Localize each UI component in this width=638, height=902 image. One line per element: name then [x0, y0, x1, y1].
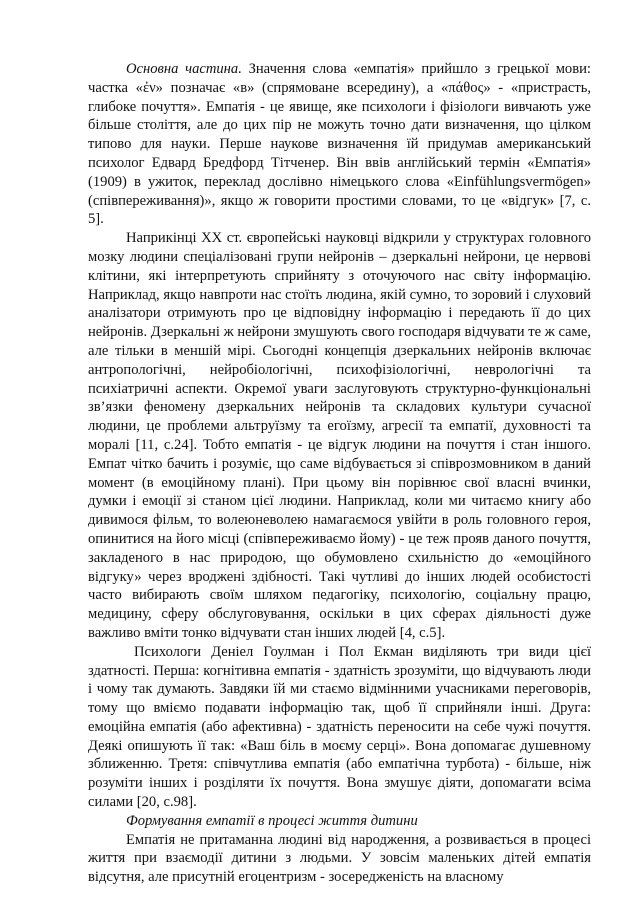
- paragraph-mirror-neurons: Наприкінці XX ст. європейські науковці відкрили у структурах головного мозку людини спеціалізовані групи нейронів – дзеркальні нейрони, це нервові клітини, які інтерпретують сприйняту з оточуючого нас світу інформацію. Наприклад, якщо навпроти нас стоїть людина, якій сумно, то зоровий і слуховий аналізатори отримують про це відповідну інформацію і передають її до цих нейронів. Дзеркальні ж нейрони змушують свого господаря відчувати те ж саме, але тільки в меншій мірі. Сьогодні концепція дзеркальних нейронів включає антропологічні, нейробіологічні, психофізіологічні, неврологічні та психіатричні аспекти. Окремої уваги заслуговують структурно-функціональні зв’язки феномену дзеркальних нейронів та складових культури сучасної людини, це проблеми альтруїзму та егоїзму, агресії та емпатії, духовності та моралі [11, с.24]. Тобто емпатія - це відгук людини на почуття і стан іншого. Емпат чітко бачить і розуміє, що саме відбувається зі співрозмовником в даний момент (в емоційному плані). При цьому він порівнює свої власні вчинки, думки і емоції зі станом цієї людини. Наприклад, коли ми читаємо книгу або дивимося фільм, то волеюневолею намагаємося увійти в роль головного героя, опинитися на його місці (співпереживаємо йому) - це теж прояв даного почуття, закладеного в нас природою, що обумовлено схильністю до «емоційного відгуку» через вроджені здібності. Такі чутливі до інших людей особистості часто вибирають своїм шляхом педагогіку, психологію, соціальну працю, медицину, сферу обслуговування, оскільки в цих сферах діяльності дуже важливо вміти тонко відчувати стан інших людей [4, с.5].: [88, 230, 591, 641]
- paragraph-main-part: [88, 60, 591, 229]
- section-lead-label: Основна частина.: [126, 61, 242, 77]
- paragraph-text: Значення слова «емпатія» прийшло з грецької мови: частка «ἐν» позначає «в» (спрямоване всередину), а «πάθος» - «пристрасть, глибоке почуття». Емпатія - це явище, яке психологи і фізіологи вивчають уже більше століття, але до цих пір не можуть точно дати визначення, що цілком типово для науки. Перше наукове визначення їй придумав американський психолог Едвард Бредфорд Тітченер. Він ввів англійський термін «Емпатія» (1909) в ужиток, переклад дослівно німецького слова «Einfühlungsvermögen» (співпереживання)», якщо ж говорити простими словами, то це «відгук» [7, с. 5].: [88, 61, 591, 228]
- paragraph-development: Емпатія не притаманна людині від народження, а розвивається в процесі життя при взаємодії дитини з людьми. У зовсім маленьких дітей емпатія відсутня, але присутній егоцентризм - зосередженість на власному: [88, 831, 591, 886]
- section-heading: Формування емпатії в процесі життя дитини: [126, 812, 418, 829]
- paragraph-empathy-types: Психологи Деніел Гоулман і Пол Екман виділяють три види цієї здатності. Перша: когнітивна емпатія - здатність зрозуміти, що відчувають люди і чому так думають. Завдяки їй ми стаємо відмінними учасниками переговорів, тому що вміємо подавати інформацію так, щоб її сприйняли інші. Друга: емоційна емпатія (або афективна) - здатність переносити на себе чужі почуття. Деякі опишують її так: «Ваш біль в моєму серці». Вона допомагає душевному зближенню. Третя: співчутлива емпатія (або емпатічна турбота) - більше, ніж розуміти інших і розділяти їх почуття. Вона змушує діяти, допомагати всіма силами [20, с.98].: [88, 643, 591, 811]
